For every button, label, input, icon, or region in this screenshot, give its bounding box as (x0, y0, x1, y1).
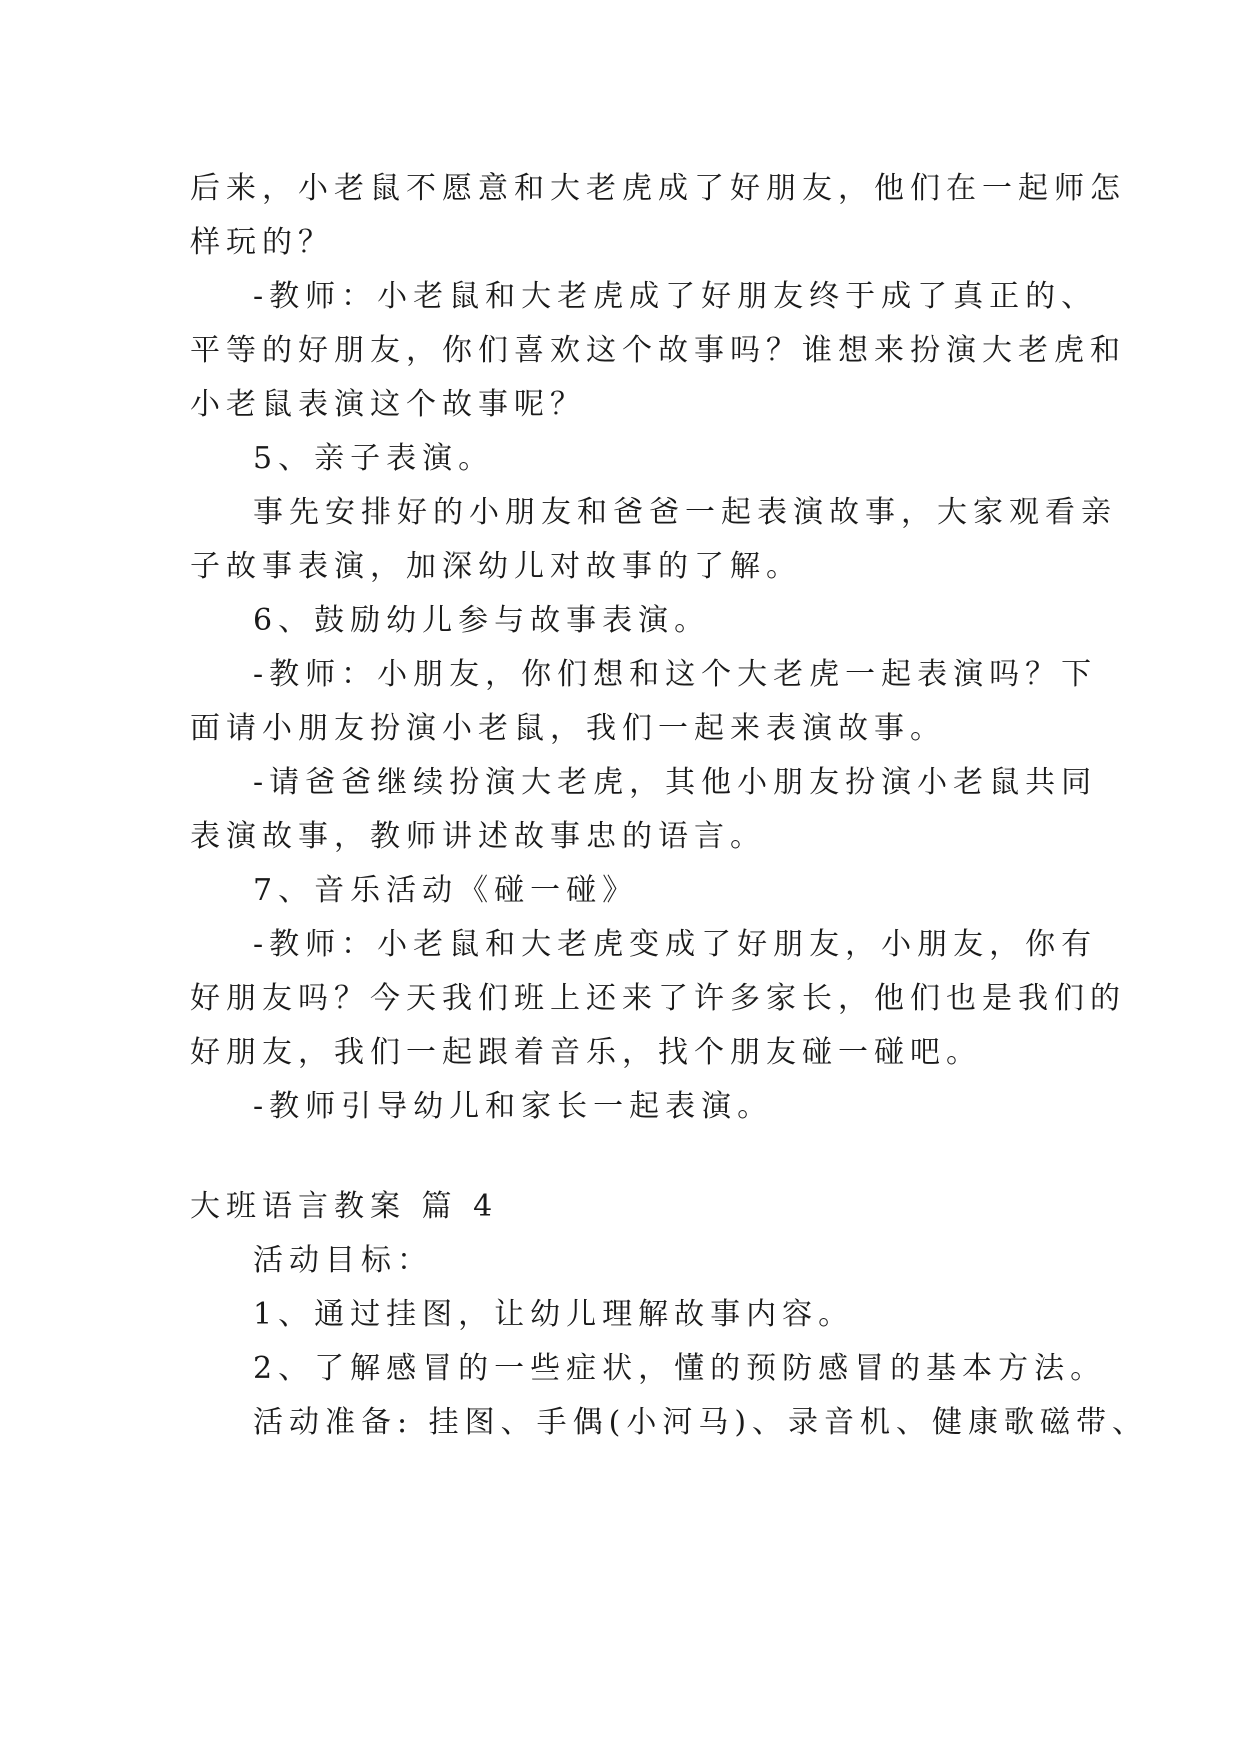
document-page (190, 162, 1149, 1450)
text-line: -教师：小老鼠和大老虎成了好朋友终于成了真正的、 (253, 279, 1098, 314)
text-line: 小老鼠表演这个故事呢？ (190, 387, 586, 422)
text-line: -教师：小朋友，你们想和这个大老虎一起表演吗？下 (253, 657, 1098, 692)
text-line: 表演故事，教师讲述故事忠的语言。 (190, 819, 766, 854)
text-line: -请爸爸继续扮演大老虎，其他小朋友扮演小老鼠共同 (253, 765, 1098, 800)
section-heading: 大班语言教案 篇 4 (190, 1189, 499, 1224)
text-line: 活动准备: 挂图、手偶(小河马)、录音机、健康歌磁带、 (253, 1405, 1149, 1440)
section-gap (190, 1134, 1060, 1180)
text-line: -教师引导幼儿和家长一起表演。 (253, 1089, 774, 1124)
text-line: 好朋友吗？今天我们班上还来了许多家长，他们也是我们的 (190, 981, 1126, 1016)
text-line: -教师：小老鼠和大老虎变成了好朋友，小朋友，你有 (253, 927, 1098, 962)
text-line: 1、通过挂图，让幼儿理解故事内容。 (253, 1297, 855, 1332)
text-line: 事先安排好的小朋友和爸爸一起表演故事，大家观看亲 (253, 495, 1117, 530)
text-line: 样玩的？ (190, 225, 334, 260)
text-line: 面请小朋友扮演小老鼠，我们一起来表演故事。 (190, 711, 946, 746)
text-line: 5、亲子表演。 (253, 441, 495, 476)
text-line: 2、了解感冒的一些症状，懂的预防感冒的基本方法。 (253, 1351, 1107, 1386)
text-line: 7、音乐活动《碰一碰》 (253, 873, 639, 908)
text-line: 6、鼓励幼儿参与故事表演。 (253, 603, 711, 638)
text-line: 平等的好朋友，你们喜欢这个故事吗？谁想来扮演大老虎和 (190, 333, 1126, 368)
text-line: 活动目标： (253, 1243, 433, 1278)
text-line: 后来，小老鼠不愿意和大老虎成了好朋友，他们在一起师怎 (190, 171, 1126, 206)
text-line: 好朋友，我们一起跟着音乐，找个朋友碰一碰吧。 (190, 1035, 982, 1070)
text-line: 子故事表演，加深幼儿对故事的了解。 (190, 549, 802, 584)
